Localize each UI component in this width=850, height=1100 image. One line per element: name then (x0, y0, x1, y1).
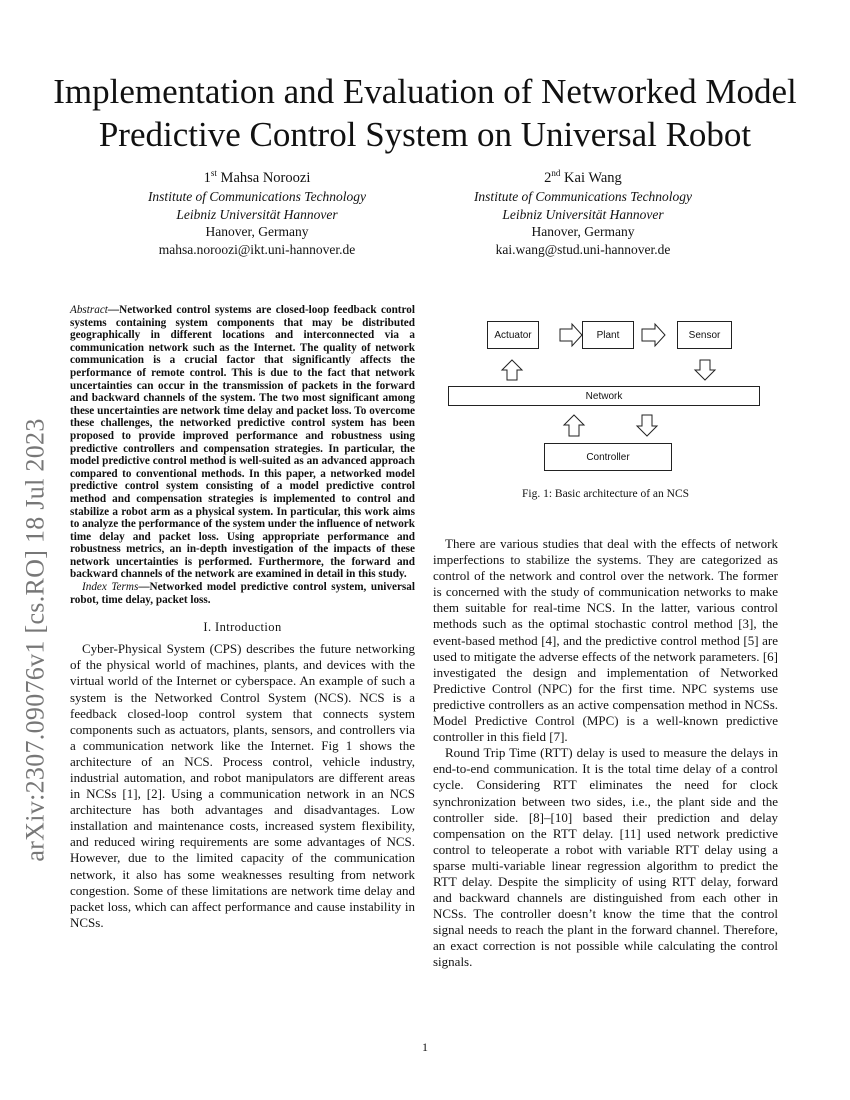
arrow-controller-network (564, 415, 584, 436)
paper-title: Implementation and Evaluation of Networked Model Predictive Control System on Universal Robot (53, 72, 797, 154)
intro-paragraph: Cyber-Physical System (CPS) describes the future networking of the physical world of machines, plants, and devices with the virtual world of the Internet or cyberspace. An example of such a system is the Networked Control System (NCS). NCS is a feedback closed-loop control system that connects system components such as actuators, plants, sensors, and controllers via a communication network like the Internet. Fig 1 shows the architecture of an NCS. Process control, vehicle industry, industrial automation, and robot manipulators are different areas in NCSs [1], [2]. Using a communication network in an NCS architecture has both advantages and disadvantages. Low installation and maintenance costs, increased system flexibility, and reduced wiring requirements are some advantages of NCS. However, due to the limited capacity of the communication network, it also has some weaknesses resulting from network congestion. Some of these limitations are network time delay and packet loss, which can affect performance and cause instability in NCSs. (70, 641, 415, 930)
author-email: mahsa.noroozi@ikt.uni-hannover.de (158, 241, 356, 257)
author-ordinal: 2 (544, 169, 552, 186)
section-heading-introduction: I. Introduction (203, 620, 282, 635)
arrow-sensor-network (695, 360, 715, 380)
left-column (70, 304, 415, 931)
author-name-line (403, 165, 763, 187)
author-email: kai.wang@stud.uni-hannover.de (495, 241, 671, 257)
index-terms (70, 581, 415, 606)
figure-ncs-architecture (433, 308, 778, 508)
arrow-plant-sensor (642, 324, 665, 346)
controller-block: Controller (544, 443, 672, 471)
author-name: Kai Wang (564, 169, 622, 186)
page-number: 1 (422, 1040, 428, 1054)
arrow-actuator-plant (560, 324, 582, 346)
abstract (70, 304, 415, 581)
index-terms-label: Index Terms (82, 581, 139, 594)
body-paragraph: There are various studies that deal with the effects of network imperfections to stabilize the systems. They are categorized as control of the network and control over the network. The former is concerned with the study of communication networks to make them suitable for real-time NCS. In the latter, various control methods such as the optimal stochastic control method [3], the event-based method [4], and the predictive control method [5] are used to mitigate the adverse effects of the network parameters. [6] investigated the design and implementation of Networked Predictive Control (NPC) for the first time. NPC systems use predictive controllers as an active compensation method in NCSs. Model Predictive Control (MPC) is a well-known predictive controller in this field [7]. (433, 536, 778, 745)
author-university: Leibniz Universität Hannover (502, 206, 664, 222)
author-ordinal-suffix: nd (551, 168, 561, 178)
author-location: Hanover, Germany (531, 224, 635, 240)
author-block-2 (403, 165, 763, 258)
body-paragraph: Round Trip Time (RTT) delay is used to measure the delays in end-to-end communication. It is the total time delay of a control cycle. Considering RTT eliminates the need for clock synchronization between two sides, i.e., the plant side and the controller side. [8]–[10] based their prediction and delay compensation on the RTT delay. [11] used network predictive control to teleoperate a robot with variable RTT delay using a sparse multi-variable linear regression algorithm to predict the RTT delay. Despite the simplicity of using RTT delay, forward and backward channels are distinguished from each other in NCSs. The controller doesn’t know the time that the control signal needs to reach the plant in the forward channel. Therefore, an exact correction is not possible while calculating the control signals. (433, 745, 778, 970)
author-institute: Institute of Communications Technology (147, 189, 367, 205)
author-university: Leibniz Universität Hannover (176, 206, 338, 222)
author-institute: Institute of Communications Technology (473, 189, 693, 205)
arrow-network-actuator (502, 360, 522, 380)
author-ordinal-suffix: st (210, 168, 217, 178)
author-ordinal: 1 (203, 169, 211, 186)
index-terms-text: —Networked model predictive control system, universal robot, time delay, packet loss. (70, 581, 415, 606)
abstract-label: Abstract (70, 304, 108, 316)
arxiv-stamp (8, 300, 64, 980)
network-block: Network (448, 386, 760, 406)
arxiv-id: arXiv:2307.09076v1 [cs.RO] 18 Jul 2023 (21, 418, 51, 862)
arrow-network-controller (637, 415, 657, 436)
author-name: Mahsa Noroozi (220, 169, 311, 186)
actuator-block: Actuator (487, 321, 539, 349)
author-block-1 (77, 165, 437, 258)
abstract-text: —Networked control systems are closed-loop feedback control systems containing system components that may be distributed geographically in different locations and interconnected via a communication network such as the Internet. The quality of network communication is a crucial factor that significantly affects the performance of remote control. This is due to the fact that network uncertainties can occur in the transmission of packets in the forward and backward channels of the system. The two most significant among these uncertainties are network time delay and packet loss. To overcome these challenges, the networked predictive control system has been proposed to provide improved performance and robustness using predictive controllers and compensation strategies. In particular, the model predictive control method is well-suited as an advanced approach compared to conventional methods. In this paper, a networked model predictive control system consisting of a model predictive control method and compensation strategies is implemented to control and stabilize a robot arm as a physical system. In particular, this work aims to analyze the performance of the system under the influence of network time delay and packet loss. Using appropriate performance and robustness metrics, an in-depth investigation of the impacts of these network uncertainties is performed. Furthermore, the forward and backward channels of the network are examined in detail in this study. (70, 304, 415, 581)
author-name-line (77, 165, 437, 187)
author-location: Hanover, Germany (205, 224, 309, 240)
right-column (433, 536, 778, 971)
sensor-block: Sensor (677, 321, 732, 349)
plant-block: Plant (582, 321, 634, 349)
figure-caption: Fig. 1: Basic architecture of an NCS (521, 488, 690, 500)
